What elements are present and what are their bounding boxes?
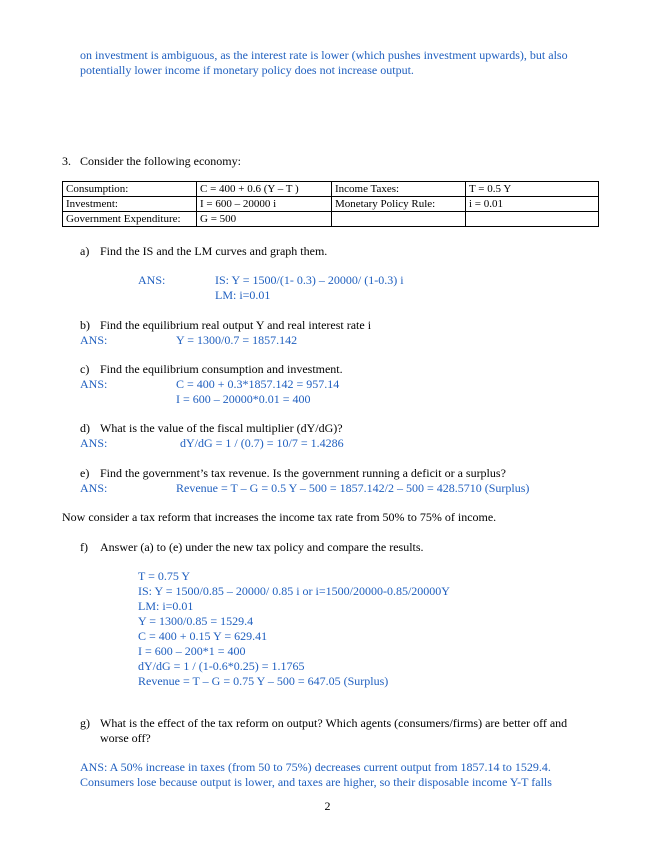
part-f-ans-line: Y = 1300/0.85 = 1529.4 (138, 614, 254, 628)
part-e-label: e) (80, 466, 90, 480)
part-f-ans-line: LM: i=0.01 (138, 599, 194, 613)
part-f-label: f) (80, 540, 88, 554)
part-f-question: Answer (a) to (e) under the new tax policy and compare the results. (100, 540, 424, 554)
part-c-question: Find the equilibrium consumption and investment. (100, 362, 343, 376)
part-c-label: c) (80, 362, 90, 376)
part-c-ans-label: ANS: (80, 377, 108, 391)
part-f-ans-line: dY/dG = 1 / (1-0.6*0.25) = 1.1765 (138, 659, 305, 673)
part-d-ans-label: ANS: (80, 436, 108, 450)
part-g-ans-line-2: Consumers lose because output is lower, and taxes are higher, so their disposable income Y-T falls (80, 775, 552, 789)
part-c-ans-consumption: C = 400 + 0.3*1857.142 = 957.14 (176, 377, 340, 391)
part-c-ans-investment: I = 600 – 20000*0.01 = 400 (176, 392, 311, 406)
table-cell (332, 212, 466, 227)
part-e-ans: Revenue = T – G = 0.5 Y – 500 = 1857.142/2 – 500 = 428.5710 (Surplus) (176, 481, 530, 495)
table-cell: Investment: (63, 197, 197, 212)
part-d-ans: dY/dG = 1 / (0.7) = 10/7 = 1.4286 (180, 436, 344, 450)
table-row (63, 212, 599, 227)
table-cell: C = 400 + 0.6 (Y – T ) (197, 182, 332, 197)
part-b-question: Find the equilibrium real output Y and real interest rate i (100, 318, 372, 332)
table-cell: Monetary Policy Rule: (332, 197, 466, 212)
part-e-question: Find the government’s tax revenue. Is the government running a deficit or a surplus? (100, 466, 506, 480)
table-cell: G = 500 (197, 212, 332, 227)
part-g-question-line-1: What is the effect of the tax reform on output? Which agents (consumers/firms) are better off and (100, 716, 568, 730)
part-g-label: g) (80, 716, 90, 730)
table-cell (466, 212, 599, 227)
part-d-label: d) (80, 421, 90, 435)
part-f-ans-line: C = 400 + 0.15 Y = 629.41 (138, 629, 268, 643)
part-d-question: What is the value of the fiscal multiplier (dY/dG)? (100, 421, 343, 435)
question-3-number: 3. (62, 154, 71, 168)
table-cell: T = 0.5 Y (466, 182, 599, 197)
part-f-ans-line: Revenue = T – G = 0.75 Y – 500 = 647.05 (Surplus) (138, 674, 389, 688)
table-row (63, 197, 599, 212)
part-g-question-line-2: worse off? (100, 731, 151, 745)
table-cell: i = 0.01 (466, 197, 599, 212)
question-3-text: Consider the following economy: (80, 154, 241, 168)
page-number: 2 (324, 799, 331, 813)
table-cell: Income Taxes: (332, 182, 466, 197)
part-e-ans-label: ANS: (80, 481, 108, 495)
part-b-label: b) (80, 318, 90, 332)
intro-line-2: potentially lower income if monetary policy does not increase output. (80, 63, 414, 77)
table-cell: Consumption: (63, 182, 197, 197)
table-cell: Government Expenditure: (63, 212, 197, 227)
intro-line-1: on investment is ambiguous, as the interest rate is lower (which pushes investment upwards), but also (80, 48, 568, 62)
part-f-ans-line: I = 600 – 200*1 = 400 (138, 644, 246, 658)
part-a-question: Find the IS and the LM curves and graph them. (100, 244, 328, 258)
economy-table (62, 181, 599, 227)
part-a-ans-lm: LM: i=0.01 (215, 288, 271, 302)
part-a-ans-is: IS: Y = 1500/(1- 0.3) – 20000/ (1-0.3) i (215, 273, 404, 287)
part-a-ans-label: ANS: (138, 273, 166, 287)
part-b-ans: Y = 1300/0.7 = 1857.142 (176, 333, 298, 347)
part-f-ans-line: IS: Y = 1500/0.85 – 20000/ 0.85 i or i=1500/20000-0.85/20000Y (138, 584, 450, 598)
part-f-ans-line: T = 0.75 Y (138, 569, 191, 583)
part-b-ans-label: ANS: (80, 333, 108, 347)
part-a-label: a) (80, 244, 90, 258)
tax-reform-statement: Now consider a tax reform that increases the income tax rate from 50% to 75% of income. (62, 510, 497, 524)
part-g-ans-line-1: ANS: A 50% increase in taxes (from 50 to 75%) decreases current output from 1857.14 to 1529.4. (80, 760, 551, 774)
table-cell: I = 600 – 20000 i (197, 197, 332, 212)
table-row (63, 182, 599, 197)
